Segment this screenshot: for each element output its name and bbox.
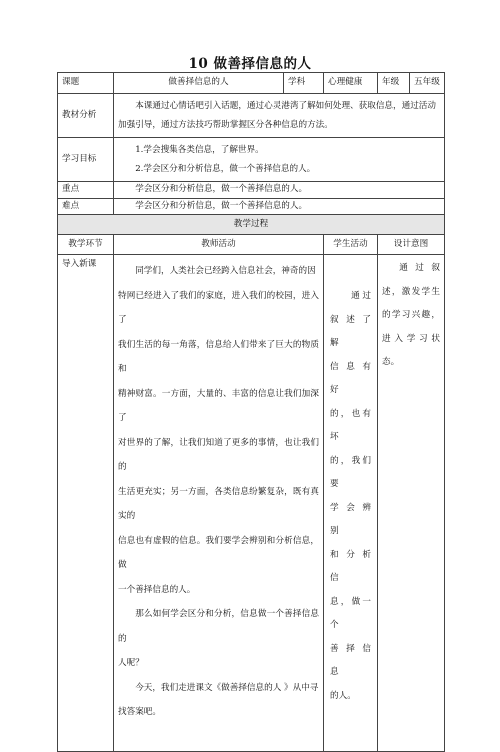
student-line: 通 过 [351,291,371,302]
student-line: 的，也有坏 [330,408,371,443]
process-heading: 教学过程 [58,215,445,235]
difficulty-row [58,198,445,215]
lesson-plan-table [57,72,445,752]
analysis-label: 教材分析 [58,94,114,138]
student-line: 的人。 [330,690,356,701]
design-text: 通过叙述，激发学生的学习兴趣，进入学习状态。 [382,263,440,368]
key-point-row [58,182,445,199]
student-line: 学 会 辨 别 [330,502,371,537]
analysis-row [58,94,445,138]
student-line: 善 择 信 息 [330,643,371,678]
teacher-line: 信息也有虚假的信息。我们要学会辨别和分析信息，做 [118,535,319,571]
student-line: 息，做一个 [330,596,371,631]
goals-row [58,138,445,182]
column-header-design: 设计意图 [378,235,445,255]
teacher-line: 一个善择信息的人。 [118,584,196,595]
process-heading-row [58,215,445,235]
key-point-label: 重点 [58,182,114,199]
teacher-line: 我们生活的每一角落，信息给人们带来了巨大的物质和 [118,339,319,375]
teacher-line: 同学们，人类社会已经跨入信息社会，神奇的因 [135,266,316,277]
teacher-line: 今天，我们走进课文《做善择信息的人 》从中寻 [135,682,319,693]
teacher-line: 人呢？ [118,658,144,669]
student-activity [324,255,378,752]
goal-item: 1.学会搜集各类信息，了解世界。 [135,144,264,155]
stage-name: 导入新课 [58,255,114,752]
grade-label: 年级 [378,73,410,94]
column-header-teacher: 教师活动 [114,235,324,255]
page-title: 10 做善择信息的人 [188,56,312,72]
grade-value: 五年级 [410,73,445,94]
teacher-line: 对世界的了解，让我们知道了更多的事情，也让我们的 [118,437,319,473]
topic-label: 课题 [58,73,114,94]
process-columns-row [58,235,445,255]
subject-value: 心理健康 [324,73,378,94]
difficulty-text: 学会区分和分析信息，做一个善择信息的人。 [135,200,308,211]
student-line: 叙 述 了 解 [330,314,371,349]
teacher-line: 那么如何学会区分和分析，信息做一个善择信息的 [118,609,319,644]
teacher-line: 特网已经进入了我们的家庭，进入我们的校园，进入了 [118,290,319,326]
info-row [58,73,445,94]
goals-label: 学习目标 [58,138,114,182]
column-header-student: 学生活动 [324,235,378,255]
teacher-line: 生活更充实；另一方面，各类信息纷繁复杂，既有真实的 [118,486,319,522]
student-line: 和 分 析 信 [330,549,371,584]
key-point-text: 学会区分和分析信息，做一个善择信息的人。 [135,184,308,194]
difficulty-label: 难点 [58,198,114,215]
topic-value: 做善择信息的人 [114,73,284,94]
design-intent [378,255,445,752]
goal-item: 2.学会区分和分析信息，做一个善择信息的人。 [135,163,316,174]
subject-label: 学科 [284,73,324,94]
teacher-line: 精神财富。一方面，大量的、丰富的信息让我们加深了 [118,388,319,424]
analysis-text: 本课通过心情话吧引入话题，通过心灵港湾了解如何处理、获取信息，通过活动加强引导，通过方法技巧帮助掌握区分各种信息的方法。 [118,100,436,130]
student-line: 的，我们要 [330,455,371,490]
intro-stage-row [58,255,445,752]
column-header-stage: 教学环节 [58,235,114,255]
student-line: 信 息 有 好 [330,361,371,396]
teacher-line: 找答案吧。 [118,707,161,718]
teacher-activity [114,255,324,752]
